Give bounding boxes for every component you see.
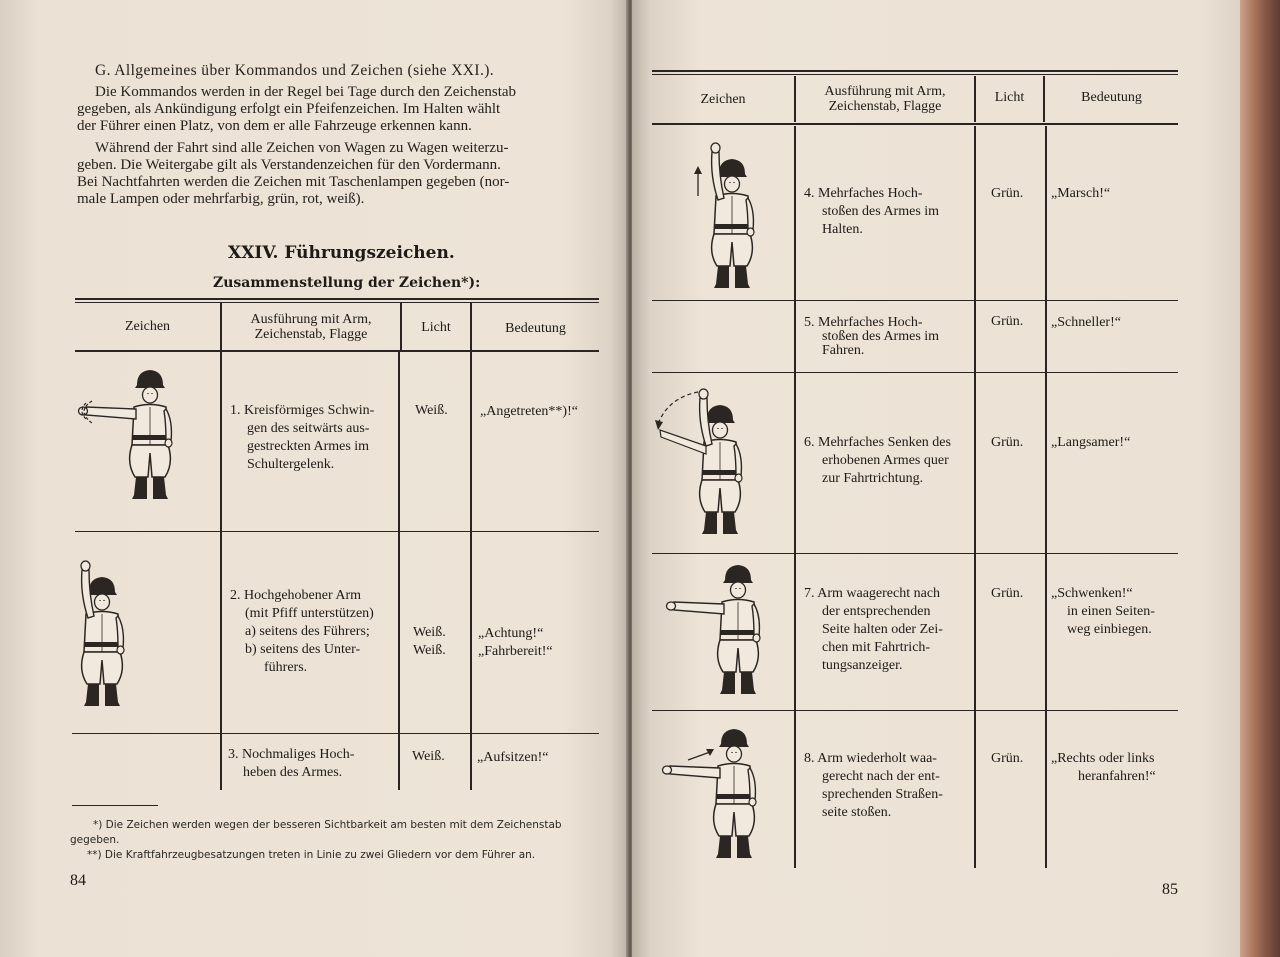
paragraph-line: Während der Fahrt sind alle Zeichen von Wagen zu Wagen weiterzu-: [95, 140, 509, 156]
row7-ausfuehrung: der entsprechenden: [822, 604, 931, 619]
soldier-thrusting-sideways-figure: [650, 712, 790, 867]
row8-bedeutung: „Rechts oder links: [1051, 751, 1155, 766]
row4-ausfuehrung: 4. Mehrfaches Hoch-: [804, 186, 923, 201]
row8-licht: Grün.: [991, 751, 1024, 766]
footnote-rule: [72, 805, 158, 806]
soldier-raised-arm-figure: [60, 548, 150, 718]
header-ausfuehrung: Ausführung mit Arm,: [250, 312, 372, 327]
row6-ausfuehrung: 6. Mehrfaches Senken des: [804, 435, 951, 450]
row7-bedeutung: in einen Seiten-: [1067, 604, 1155, 619]
row7-bedeutung: weg einbiegen.: [1067, 622, 1152, 637]
row2-ausfuehrung: führers.: [264, 660, 308, 675]
row3-ausfuehrung: 3. Nochmaliges Hoch-: [228, 747, 355, 762]
row1-ausfuehrung: gen des seitwärts aus-: [247, 421, 370, 436]
paragraph-line: gegeben, als Ankündigung erfolgt ein Pfeifenzeichen. Im Halten wählt: [77, 101, 501, 117]
row4-ausfuehrung: stoßen des Armes im: [822, 204, 940, 219]
row4-bedeutung: „Marsch!“: [1051, 186, 1111, 201]
row7-ausfuehrung: 7. Arm waagerecht nach: [804, 586, 941, 601]
footnote-1: gegeben.: [70, 834, 120, 846]
page-number: 85: [1162, 881, 1178, 898]
paragraph-line: male Lampen oder mehrfarbig, grün, rot, weiß).: [77, 191, 365, 207]
row6-licht: Grün.: [991, 435, 1024, 450]
row-rule: [72, 733, 599, 734]
header-zeichen: Zeichen: [700, 92, 746, 107]
soldier-horizontal-arm-figure: [650, 556, 790, 706]
row5-ausfuehrung: Fahren.: [822, 343, 865, 358]
row5-ausfuehrung: stoßen des Armes im: [822, 329, 940, 344]
row2-licht: Weiß.: [413, 625, 446, 640]
table-header-rule: [652, 123, 1178, 125]
header-ausfuehrung: Zeichenstab, Flagge: [828, 99, 942, 114]
table-header-rule: [75, 350, 599, 352]
soldier-lowering-arm-figure: [650, 372, 790, 550]
column-rule: [1045, 126, 1047, 868]
table-top-rule: [75, 302, 599, 303]
column-rule: [794, 76, 796, 122]
row1-licht: Weiß.: [415, 403, 448, 418]
paragraph-line: Bei Nachtfahrten werden die Zeichen mit Taschenlampen gegeben (nor-: [77, 174, 510, 190]
row8-ausfuehrung: 8. Arm wiederholt waa-: [804, 751, 937, 766]
header-ausfuehrung: Ausführung mit Arm,: [824, 84, 946, 99]
header-bedeutung: Bedeutung: [505, 321, 566, 336]
column-rule: [470, 352, 472, 790]
row7-ausfuehrung: Seite halten oder Zei-: [822, 622, 943, 637]
row-rule: [652, 710, 1178, 711]
chapter-title: XXIV. Führungszeichen.: [228, 243, 455, 263]
row5-ausfuehrung: 5. Mehrfaches Hoch-: [804, 315, 923, 330]
row6-bedeutung: „Langsamer!“: [1051, 435, 1131, 450]
left-page: [0, 0, 628, 957]
row3-bedeutung: „Aufsitzen!“: [477, 750, 549, 765]
table-top-rule: [652, 70, 1178, 72]
row2-ausfuehrung: (mit Pfiff unterstützen): [245, 606, 374, 621]
header-zeichen: Zeichen: [124, 319, 171, 334]
row1-ausfuehrung: gestreckten Armes im: [247, 439, 370, 454]
row2-ausfuehrung: a) seitens des Führers;: [245, 624, 370, 639]
row7-ausfuehrung: chen mit Fahrtrich-: [822, 640, 931, 655]
column-rule: [398, 352, 400, 790]
column-rule: [794, 126, 796, 868]
section-heading: G. Allgemeines über Kommandos und Zeichen (siehe XXI.).: [95, 62, 495, 79]
row1-bedeutung: „Angetreten**)!“: [480, 404, 578, 419]
row-rule: [75, 531, 599, 532]
paragraph-line: geben. Die Weitergabe gilt als Verstandenzeichen für den Vordermann.: [77, 157, 501, 173]
column-rule: [220, 352, 222, 790]
header-licht: Licht: [421, 320, 451, 335]
row2-ausfuehrung: b) seitens des Unter-: [245, 642, 361, 657]
row7-ausfuehrung: tungsanzeiger.: [822, 658, 903, 673]
row6-ausfuehrung: zur Fahrtrichtung.: [822, 471, 924, 486]
right-page: [632, 0, 1240, 957]
footnote-1: *) Die Zeichen werden wegen der besseren Sichtbarkeit am besten mit dem Zeichenstab: [93, 819, 562, 831]
paragraph-line: Die Kommandos werden in der Regel bei Tage durch den Zeichenstab: [95, 84, 517, 100]
row5-licht: Grün.: [991, 314, 1024, 329]
header-bedeutung: Bedeutung: [1081, 90, 1142, 105]
row1-ausfuehrung: Schultergelenk.: [247, 457, 335, 472]
row7-licht: Grün.: [991, 586, 1024, 601]
row7-bedeutung: „Schwenken!“: [1051, 586, 1133, 601]
row8-bedeutung: heranfahren!“: [1078, 769, 1156, 784]
row-rule: [652, 553, 1178, 554]
row2-bedeutung: „Fahrbereit!“: [478, 644, 553, 659]
row3-licht: Weiß.: [412, 749, 445, 764]
column-rule: [974, 126, 976, 868]
row2-ausfuehrung: 2. Hochgehobener Arm: [230, 588, 362, 603]
row8-ausfuehrung: gerecht nach der ent-: [822, 769, 940, 784]
header-ausfuehrung: Zeichenstab, Flagge: [254, 327, 368, 342]
table-top-rule: [75, 298, 599, 300]
row3-ausfuehrung: heben des Armes.: [243, 765, 343, 780]
row6-ausfuehrung: erhobenen Armes quer: [822, 453, 949, 468]
table-top-rule: [652, 74, 1178, 75]
paragraph-line: der Führer einen Platz, von dem er alle Fahrzeuge erkennen kann.: [77, 118, 472, 134]
header-licht: Licht: [994, 90, 1025, 105]
row5-bedeutung: „Schneller!“: [1051, 315, 1121, 330]
row2-bedeutung: „Achtung!“: [478, 626, 544, 641]
table-title: Zusammenstellung der Zeichen*):: [213, 275, 481, 291]
row4-ausfuehrung: Halten.: [822, 222, 863, 237]
page-number: 84: [70, 872, 86, 889]
row8-ausfuehrung: seite stoßen.: [822, 805, 892, 820]
soldier-thrust-arm-figure: [674, 126, 784, 301]
book-page-edge: [1240, 0, 1280, 957]
row2-licht: Weiß.: [413, 643, 446, 658]
row4-licht: Grün.: [991, 186, 1024, 201]
footnote-2: **) Die Kraftfahrzeugbesatzungen treten in Linie zu zwei Gliedern vor dem Führer an.: [87, 849, 536, 861]
row8-ausfuehrung: sprechenden Straßen-: [822, 787, 943, 802]
row1-ausfuehrung: 1. Kreisförmiges Schwin-: [230, 403, 375, 418]
soldier-circle-arm-figure: [70, 365, 190, 515]
